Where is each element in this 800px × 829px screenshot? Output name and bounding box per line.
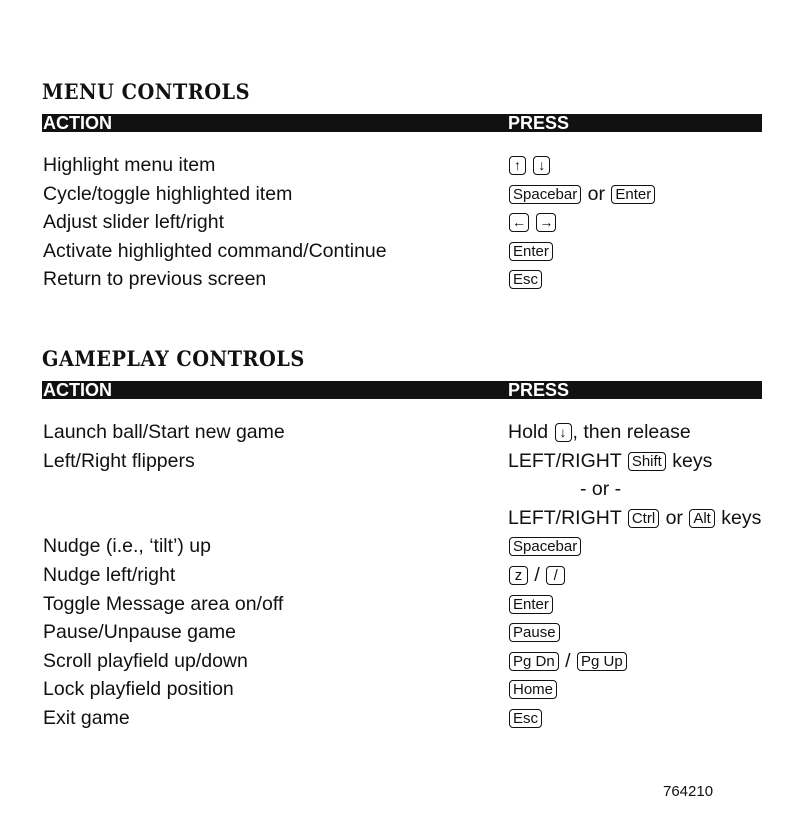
action-label: Nudge (i.e., ‘tilt’) up <box>43 535 211 558</box>
table-row <box>42 475 762 504</box>
action-label: Left/Right flippers <box>43 449 195 472</box>
menu-rows <box>42 151 762 294</box>
home-key: Home <box>509 680 557 699</box>
menu-controls-title: MENU CONTROLS <box>42 79 250 104</box>
press-keys <box>508 561 566 590</box>
table-row <box>42 561 762 590</box>
joiner-text: or <box>665 506 683 529</box>
table-row <box>42 504 762 533</box>
alt-key: Alt <box>689 509 715 528</box>
post-text: , then release <box>572 421 691 443</box>
press-keys <box>508 418 691 447</box>
table-row <box>42 447 762 476</box>
pause-key: Pause <box>509 623 560 642</box>
joiner-text: or <box>587 182 605 205</box>
table-row <box>42 647 762 676</box>
gameplay-press-header: PRESS <box>508 380 570 400</box>
press-keys <box>508 208 557 237</box>
press-keys <box>508 618 561 647</box>
press-keys <box>508 675 558 704</box>
press-keys <box>508 504 761 533</box>
press-keys <box>508 265 543 294</box>
action-label: Activate highlighted command/Continue <box>43 239 387 262</box>
table-row <box>42 208 762 237</box>
gameplay-action-header: ACTION <box>43 380 112 400</box>
esc-key: Esc <box>509 709 542 728</box>
table-row <box>42 704 762 733</box>
post-text: keys <box>721 506 762 529</box>
slash-key: / <box>546 566 565 585</box>
action-label: Scroll playfield up/down <box>43 649 248 672</box>
gameplay-rows <box>42 418 762 733</box>
press-keys <box>508 180 656 209</box>
action-label: Pause/Unpause game <box>43 621 236 644</box>
enter-key: Enter <box>611 185 655 204</box>
table-row <box>42 418 762 447</box>
table-row <box>42 265 762 294</box>
action-label: Cycle/toggle highlighted item <box>43 182 293 205</box>
table-row <box>42 532 762 561</box>
gameplay-controls-section <box>42 345 762 733</box>
enter-key: Enter <box>509 595 553 614</box>
esc-key: Esc <box>509 270 542 289</box>
shift-key: Shift <box>628 452 666 471</box>
z-key: z <box>509 566 528 585</box>
joiner-text: / <box>565 649 571 672</box>
document-code: 764210 <box>663 783 714 800</box>
arrow-left-key-icon: ← <box>509 213 529 232</box>
action-label: Toggle Message area on/off <box>43 592 284 615</box>
action-label: Lock playfield position <box>43 678 234 701</box>
action-label: Launch ball/Start new game <box>43 421 285 443</box>
gameplay-controls-title: GAMEPLAY CONTROLS <box>42 346 305 371</box>
press-keys <box>508 704 543 733</box>
action-label: Return to previous screen <box>43 268 267 291</box>
page-down-key: Pg Dn <box>509 652 559 671</box>
or-separator: - or - <box>580 478 622 501</box>
post-text: keys <box>672 449 713 472</box>
action-label: Exit game <box>43 706 130 729</box>
page-up-key: Pg Up <box>577 652 627 671</box>
gameplay-header-bar <box>42 381 762 399</box>
arrow-down-key-icon: ↓ <box>555 423 572 442</box>
joiner-text: / <box>534 563 540 586</box>
press-keys <box>508 647 628 676</box>
table-row <box>42 237 762 266</box>
spacebar-key: Spacebar <box>509 537 581 556</box>
table-row <box>42 675 762 704</box>
ctrl-key: Ctrl <box>628 509 659 528</box>
press-keys <box>508 532 582 561</box>
spacebar-key: Spacebar <box>509 185 581 204</box>
press-keys <box>508 151 551 180</box>
arrow-right-key-icon: → <box>536 213 556 232</box>
arrow-down-key-icon: ↓ <box>533 156 550 175</box>
action-label: Adjust slider left/right <box>43 211 224 234</box>
action-label: Nudge left/right <box>43 563 176 586</box>
table-row <box>42 180 762 209</box>
press-keys <box>508 590 554 619</box>
enter-key: Enter <box>509 242 553 261</box>
menu-press-header: PRESS <box>508 113 570 133</box>
menu-controls-section <box>42 78 762 294</box>
arrow-up-key-icon: ↑ <box>509 156 526 175</box>
action-label: Highlight menu item <box>43 154 216 176</box>
menu-action-header: ACTION <box>43 113 112 133</box>
press-keys <box>508 237 554 266</box>
pre-text: LEFT/RIGHT <box>508 506 622 529</box>
table-row <box>42 590 762 619</box>
press-keys <box>508 447 712 476</box>
table-row <box>42 151 762 180</box>
menu-header-bar <box>42 114 762 132</box>
pre-text: LEFT/RIGHT <box>508 449 622 472</box>
pre-text: Hold <box>508 421 549 443</box>
table-row <box>42 618 762 647</box>
